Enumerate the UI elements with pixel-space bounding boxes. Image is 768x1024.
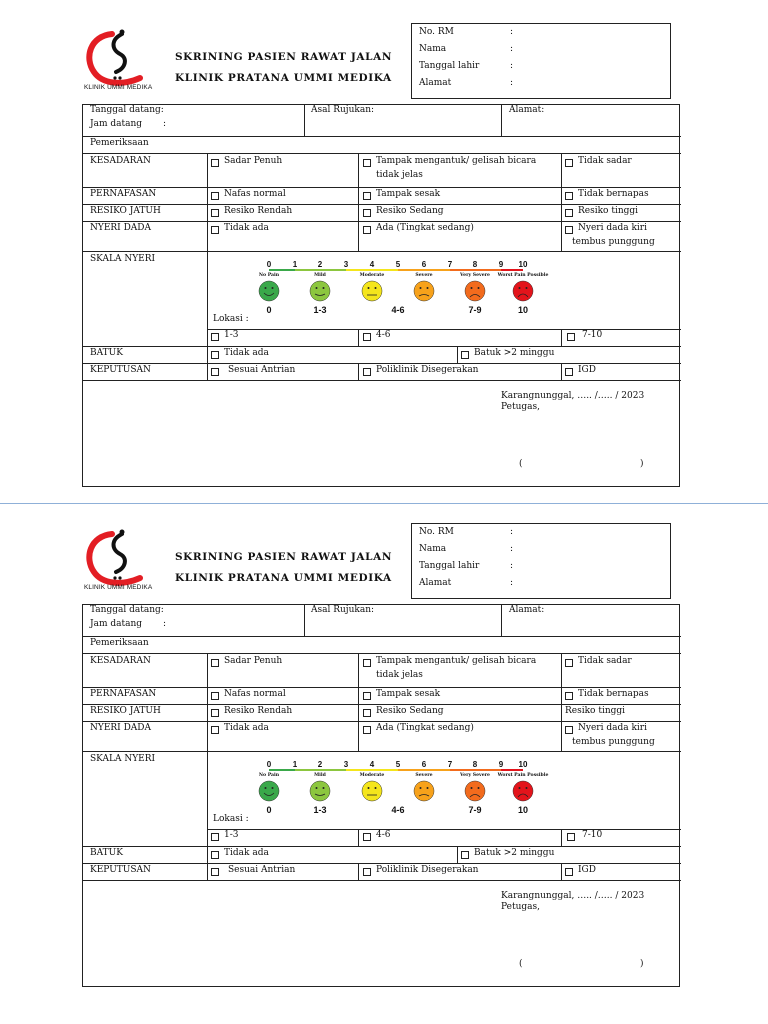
worst-pain-face — [513, 781, 533, 801]
nama-label: Nama — [419, 44, 447, 54]
tidak-bernapas-label: Tidak bernapas — [578, 689, 649, 699]
no-pain-label: No Pain — [258, 273, 280, 278]
resiko-tinggi-label: Resiko tinggi — [578, 206, 639, 216]
signature-open-paren: ( — [519, 959, 523, 969]
tanggal-lahir-label: Tanggal lahir — [419, 61, 480, 71]
pain-number: 10 — [518, 260, 528, 269]
pain-number: 9 — [498, 260, 504, 269]
no-pain-label: No Pain — [258, 773, 280, 778]
sesuai-antrian-checkbox[interactable] — [211, 868, 219, 876]
skala-1-3-checkbox[interactable] — [211, 333, 219, 341]
mild-label: Mild — [314, 773, 326, 778]
pernafasan-label: PERNAFASAN — [90, 689, 157, 699]
nyeri-kiri-label: Nyeri dada kiri — [578, 723, 647, 733]
skala-7-10-checkbox[interactable] — [567, 833, 575, 841]
asal-rujukan-label[interactable]: Asal Rujukan: — [311, 605, 375, 615]
screening-table — [82, 604, 680, 987]
range-1-3: 1-3 — [313, 805, 327, 815]
lokasi-label: Lokasi : — [213, 314, 249, 324]
severe-face — [414, 281, 434, 301]
kesadaran-label: KESADARAN — [90, 156, 151, 166]
mild-label: Mild — [314, 273, 326, 278]
tidak-bernapas-checkbox[interactable] — [565, 192, 573, 200]
moderate-face — [362, 781, 382, 801]
nafas-normal-checkbox[interactable] — [211, 192, 219, 200]
tampak-mengantuk-checkbox[interactable] — [363, 659, 371, 667]
pain-number: 3 — [343, 760, 349, 769]
resiko-sedang-checkbox[interactable] — [363, 209, 371, 217]
sadar-penuh-checkbox[interactable] — [211, 159, 219, 167]
keputusan-label: KEPUTUSAN — [90, 865, 151, 875]
screening-table — [82, 104, 680, 487]
pain-scale — [253, 259, 549, 315]
pain-number: 8 — [472, 760, 478, 769]
pain-number: 0 — [266, 260, 272, 269]
resiko-rendah-label: Resiko Rendah — [224, 706, 293, 716]
skala-4-6-checkbox[interactable] — [363, 333, 371, 341]
resiko-rendah-checkbox[interactable] — [211, 709, 219, 717]
nyeri-kiri-label-2: tembus punggung — [572, 237, 655, 247]
batuk-tidak-ada-checkbox[interactable] — [211, 351, 219, 359]
poliklinik-label: Poliklinik Disegerakan — [376, 365, 479, 375]
worst-pain-label: Worst Pain Possible — [497, 773, 549, 778]
lokasi-label: Lokasi : — [213, 814, 249, 824]
tampak-sesak-checkbox[interactable] — [363, 692, 371, 700]
poliklinik-checkbox[interactable] — [363, 368, 371, 376]
patient-identity-box — [411, 523, 671, 599]
worst-pain-label: Worst Pain Possible — [497, 273, 549, 278]
sesuai-antrian-checkbox[interactable] — [211, 368, 219, 376]
skala-7-10-label: 7-10 — [582, 830, 603, 840]
batuk-tidak-ada-label: Tidak ada — [224, 848, 269, 858]
range-4-6: 4-6 — [391, 805, 405, 815]
signature-place-date: Karangnunggal, ….. /….. / 2023 — [501, 391, 645, 401]
pain-number: 5 — [395, 760, 401, 769]
clinic-logo — [82, 28, 160, 92]
pain-number: 0 — [266, 760, 272, 769]
skala-nyeri-label: SKALA NYERI — [90, 754, 156, 764]
tidak-sadar-label: Tidak sadar — [578, 656, 632, 666]
clinic-logo — [82, 528, 160, 592]
batuk-label: BATUK — [90, 848, 123, 858]
skala-1-3-label: 1-3 — [224, 330, 239, 340]
form-title: SKRINING PASIEN RAWAT JALAN — [175, 551, 393, 563]
nafas-normal-label: Nafas normal — [224, 689, 286, 699]
range-0: 0 — [266, 305, 272, 315]
igd-label: IGD — [578, 365, 596, 375]
skala-7-10-label: 7-10 — [582, 330, 603, 340]
range-10: 10 — [517, 805, 529, 815]
signature-title: Petugas, — [501, 402, 540, 412]
mild-face — [310, 781, 330, 801]
pain-number: 1 — [292, 260, 298, 269]
resiko-sedang-checkbox[interactable] — [363, 709, 371, 717]
pain-number: 4 — [369, 260, 375, 269]
no-rm-label: No. RM — [419, 527, 454, 537]
sesuai-antrian-label: Sesuai Antrian — [228, 365, 296, 375]
batuk-2-minggu-label: Batuk >2 minggu — [474, 348, 555, 358]
pemeriksaan-label: Pemeriksaan — [90, 138, 149, 148]
tidak-sadar-label: Tidak sadar — [578, 156, 632, 166]
nama-field[interactable]: : — [510, 544, 514, 554]
batuk-tidak-ada-label: Tidak ada — [224, 348, 269, 358]
alamat-field[interactable]: : — [510, 578, 514, 588]
pain-number: 2 — [317, 760, 323, 769]
nyeri-ada-label: Ada (Tingkat sedang) — [376, 723, 474, 733]
pernafasan-label: PERNAFASAN — [90, 189, 157, 199]
tampak-mengantuk-label-2: tidak jelas — [376, 670, 423, 680]
severe-label: Severe — [415, 273, 433, 278]
pain-scale — [253, 759, 549, 815]
skala-7-10-checkbox[interactable] — [567, 333, 575, 341]
worst-pain-face — [513, 281, 533, 301]
resiko-jatuh-label: RESIKO JATUH — [90, 706, 161, 716]
no-rm-label: No. RM — [419, 27, 454, 37]
range-4-6: 4-6 — [391, 305, 405, 315]
very-severe-label: Very Severe — [460, 273, 490, 278]
resiko-sedang-label: Resiko Sedang — [376, 706, 444, 716]
signature-close-paren: ) — [640, 959, 644, 969]
resiko-rendah-label: Resiko Rendah — [224, 206, 293, 216]
moderate-label: Moderate — [359, 773, 385, 778]
tampak-mengantuk-checkbox[interactable] — [363, 159, 371, 167]
signature-place-date: Karangnunggal, ….. /….. / 2023 — [501, 891, 645, 901]
nyeri-kiri-label: Nyeri dada kiri — [578, 223, 647, 233]
nyeri-kiri-checkbox[interactable] — [565, 726, 573, 734]
pain-number: 7 — [447, 760, 453, 769]
poliklinik-checkbox[interactable] — [363, 868, 371, 876]
batuk-2-minggu-checkbox[interactable] — [461, 851, 469, 859]
pain-number: 3 — [343, 260, 349, 269]
skala-nyeri-label: SKALA NYERI — [90, 254, 156, 264]
range-7-9: 7-9 — [468, 305, 482, 315]
screening-form-2 — [0, 500, 768, 1000]
nyeri-ada-label: Ada (Tingkat sedang) — [376, 223, 474, 233]
pain-number: 5 — [395, 260, 401, 269]
tidak-sadar-checkbox[interactable] — [565, 159, 573, 167]
clinic-name: KLINIK PRATANA UMMI MEDIKA — [175, 72, 392, 84]
no-rm-field[interactable]: : — [510, 527, 514, 537]
pain-number: 9 — [498, 760, 504, 769]
batuk-tidak-ada-checkbox[interactable] — [211, 851, 219, 859]
tampak-sesak-checkbox[interactable] — [363, 192, 371, 200]
resiko-jatuh-label: RESIKO JATUH — [90, 206, 161, 216]
range-1-3: 1-3 — [313, 305, 327, 315]
jam-datang-label: Jam datang — [90, 119, 143, 129]
jam-datang-field[interactable]: : — [163, 119, 167, 129]
pain-number: 6 — [421, 760, 427, 769]
pain-number: 4 — [369, 760, 375, 769]
igd-checkbox[interactable] — [565, 368, 573, 376]
screening-form-1 — [0, 0, 768, 500]
no-rm-field[interactable]: : — [510, 27, 514, 37]
very-severe-label: Very Severe — [460, 773, 490, 778]
tampak-mengantuk-label: Tampak mengantuk/ gelisah bicara — [376, 156, 537, 166]
resiko-sedang-label: Resiko Sedang — [376, 206, 444, 216]
clinic-name: KLINIK PRATANA UMMI MEDIKA — [175, 572, 392, 584]
nyeri-dada-label: NYERI DADA — [90, 223, 152, 233]
nyeri-tidak-ada-label: Tidak ada — [224, 723, 269, 733]
range-7-9: 7-9 — [468, 805, 482, 815]
tampak-mengantuk-label-2: tidak jelas — [376, 170, 423, 180]
batuk-2-minggu-label: Batuk >2 minggu — [474, 848, 555, 858]
skala-4-6-label: 4-6 — [376, 330, 391, 340]
tanggal-lahir-field[interactable]: : — [510, 561, 514, 571]
tidak-sadar-checkbox[interactable] — [565, 659, 573, 667]
tanggal-datang-label: Tanggal datang: — [90, 605, 164, 615]
sadar-penuh-checkbox[interactable] — [211, 659, 219, 667]
nyeri-tidak-ada-checkbox[interactable] — [211, 726, 219, 734]
poliklinik-label: Poliklinik Disegerakan — [376, 865, 479, 875]
kesadaran-label: KESADARAN — [90, 656, 151, 666]
tampak-sesak-label: Tampak sesak — [376, 689, 441, 699]
alamat-label: Alamat — [419, 578, 452, 588]
resiko-tinggi-label: Resiko tinggi — [565, 706, 626, 716]
jam-datang-label: Jam datang — [90, 619, 143, 629]
batuk-label: BATUK — [90, 348, 123, 358]
nafas-normal-label: Nafas normal — [224, 189, 286, 199]
logo-text: KLINIK UMMI MEDIKA — [84, 584, 153, 591]
moderate-label: Moderate — [359, 273, 385, 278]
signature-title: Petugas, — [501, 902, 540, 912]
pain-number: 2 — [317, 260, 323, 269]
severe-label: Severe — [415, 773, 433, 778]
nyeri-kiri-label-2: tembus punggung — [572, 737, 655, 747]
alamat-label: Alamat — [419, 78, 452, 88]
moderate-face — [362, 281, 382, 301]
resiko-tinggi-checkbox[interactable] — [565, 209, 573, 217]
tampak-sesak-label: Tampak sesak — [376, 189, 441, 199]
nyeri-tidak-ada-checkbox[interactable] — [211, 226, 219, 234]
range-10: 10 — [517, 305, 529, 315]
igd-label: IGD — [578, 865, 596, 875]
sadar-penuh-label: Sadar Penuh — [224, 656, 283, 666]
tanggal-datang-label: Tanggal datang: — [90, 105, 164, 115]
pemeriksaan-label: Pemeriksaan — [90, 638, 149, 648]
tampak-mengantuk-label: Tampak mengantuk/ gelisah bicara — [376, 656, 537, 666]
pain-number: 10 — [518, 760, 528, 769]
sesuai-antrian-label: Sesuai Antrian — [228, 865, 296, 875]
nafas-normal-checkbox[interactable] — [211, 692, 219, 700]
igd-checkbox[interactable] — [565, 868, 573, 876]
skala-4-6-checkbox[interactable] — [363, 833, 371, 841]
form-title: SKRINING PASIEN RAWAT JALAN — [175, 51, 393, 63]
resiko-rendah-checkbox[interactable] — [211, 209, 219, 217]
nyeri-tidak-ada-label: Tidak ada — [224, 223, 269, 233]
pain-number: 7 — [447, 260, 453, 269]
mild-face — [310, 281, 330, 301]
nama-field[interactable]: : — [510, 44, 514, 54]
no-pain-face — [259, 781, 279, 801]
alamat-visit-label[interactable]: Alamat: — [509, 105, 545, 115]
alamat-field[interactable]: : — [510, 78, 514, 88]
nyeri-ada-checkbox[interactable] — [363, 226, 371, 234]
tanggal-lahir-field[interactable]: : — [510, 61, 514, 71]
tanggal-lahir-label: Tanggal lahir — [419, 561, 480, 571]
no-pain-face — [259, 281, 279, 301]
pain-number: 6 — [421, 260, 427, 269]
skala-1-3-label: 1-3 — [224, 830, 239, 840]
asal-rujukan-label[interactable]: Asal Rujukan: — [311, 105, 375, 115]
pain-number: 8 — [472, 260, 478, 269]
batuk-2-minggu-checkbox[interactable] — [461, 351, 469, 359]
nama-label: Nama — [419, 544, 447, 554]
tidak-bernapas-checkbox[interactable] — [565, 692, 573, 700]
skala-1-3-checkbox[interactable] — [211, 833, 219, 841]
range-0: 0 — [266, 805, 272, 815]
sadar-penuh-label: Sadar Penuh — [224, 156, 283, 166]
patient-identity-box — [411, 23, 671, 99]
signature-close-paren: ) — [640, 459, 644, 469]
nyeri-dada-label: NYERI DADA — [90, 723, 152, 733]
logo-text: KLINIK UMMI MEDIKA — [84, 84, 153, 91]
signature-open-paren: ( — [519, 459, 523, 469]
skala-4-6-label: 4-6 — [376, 830, 391, 840]
nyeri-kiri-checkbox[interactable] — [565, 226, 573, 234]
alamat-visit-label[interactable]: Alamat: — [509, 605, 545, 615]
severe-face — [414, 781, 434, 801]
very-severe-face — [465, 281, 485, 301]
jam-datang-field[interactable]: : — [163, 619, 167, 629]
keputusan-label: KEPUTUSAN — [90, 365, 151, 375]
nyeri-ada-checkbox[interactable] — [363, 726, 371, 734]
tidak-bernapas-label: Tidak bernapas — [578, 189, 649, 199]
very-severe-face — [465, 781, 485, 801]
pain-number: 1 — [292, 760, 298, 769]
